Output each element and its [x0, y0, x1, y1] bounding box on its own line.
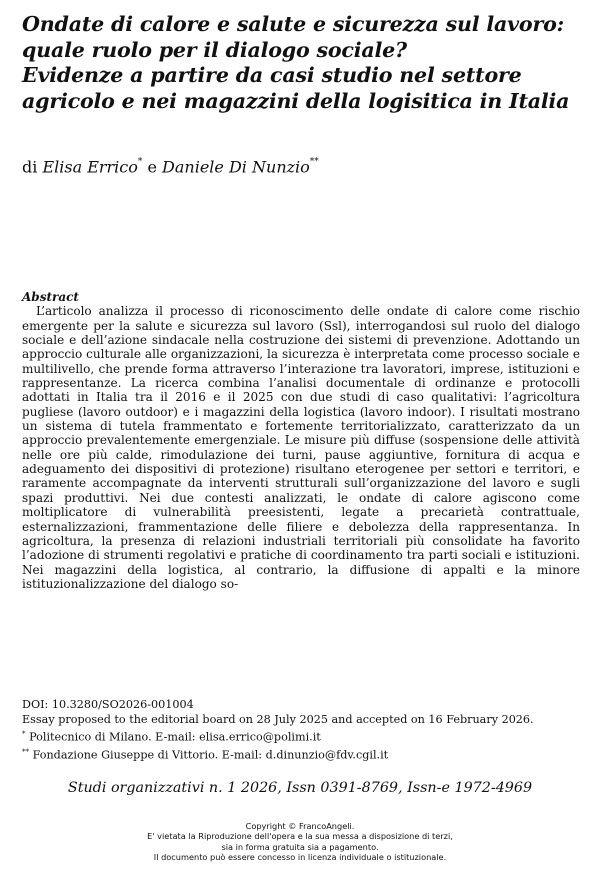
copyright-line: E' vietata la Riproduzione dell'opera e la sua messa a disposizione di terzi,: [147, 831, 453, 842]
paper-title: [22, 12, 587, 114]
author-byline: [22, 153, 319, 178]
title-line: Evidenze a partire da casi studio nel settore: [22, 63, 522, 87]
byline-prefix: di: [22, 157, 38, 177]
footnote-text: Politecnico di Milano. E-mail: elisa.errico@polimi.it: [29, 730, 321, 744]
copyright-line: sia in forma gratuita sia a pagamento.: [221, 841, 379, 852]
footnotes: [22, 697, 587, 763]
title-line: agricolo e nei magazzini della logisitica in Italia: [22, 88, 570, 113]
footnote-text: Fondazione Giuseppe di Vittorio. E-mail: d.dinunzio@fdv.cgil.it: [32, 748, 389, 762]
essay-dates-line: Essay proposed to the editorial board on 28 July 2025 and accepted on 16 February 2026.: [22, 713, 534, 727]
abstract-section: [22, 290, 580, 591]
abstract-text: L’articolo analizza il processo di riconoscimento delle ondate di calore come rischio emergente per la salute e sicurezza sul lavoro (Ssl), interrogandosi sul ruolo del dialogo sociale e dell’azione sindacale nella costruzione dei sistemi di prevenzione. Adottando un approccio culturale alle organizzazioni, la sicurezza è interpretata come processo sociale e multilivello, che prende forma attraverso l’interazione tra lavoratori, imprese, istituzioni e rappresentanze. La ricerca combina l’analisi documentale di ordinanze e protocolli adottati in Italia tra il 2016 e il 2025 con due studi di caso qualitativi: l’agricoltura pugliese (lavoro outdoor) e i magazzini della logistica (lavoro indoor). I risultati mostrano un sistema di tutela frammentato e fortemente territorializzato, caratterizzato da un approccio prevalentemente emergenziale. Le misure più diffuse (sospensione delle attività nelle ore più calde, rimodulazione dei turni, pause aggiuntive, fornitura di acqua e adeguamento dei dispositivi di protezione) risultano eterogenee per settori e territori, e raramente accompagnate da interventi strutturali sull’organizzazione del lavoro e sugli spazi produttivi. Nei due contesti analizzati, le ondate di calore agiscono come moltiplicatore di vulnerabilità preesistenti, legate a precarietà contrattuale, esternalizzazioni, frammentazione delle filiere e debolezza della rappresentanza. In agricoltura, la presenza di relazioni industriali territoriali più consolidate ha favorito l’adozione di strumenti regolativi e pratiche di coordinamento tra parti sociali e istituzioni. Nei magazzini della logistica, al contrario, la diffusione di appalti e la minore istituzionalizzazione del dialogo so-: [22, 304, 580, 591]
title-line: Ondate di calore e salute e sicurezza sul lavoro:: [22, 12, 565, 36]
author-footnote-mark: **: [309, 157, 319, 167]
footnote-affiliation-2: [22, 745, 587, 763]
author-footnote-mark: *: [137, 157, 143, 167]
copyright-line: Il documento può essere concesso in licenza individuale o istituzionale.: [153, 851, 447, 862]
journal-citation: Studi organizzativi n. 1 2026, Issn 0391-8769, Issn-e 1972-4969: [67, 780, 533, 796]
author-name: Elisa Errico: [42, 157, 138, 177]
copyright-notice: [0, 821, 600, 862]
footnote-affiliation-1: [22, 727, 587, 745]
title-line: quale ruolo per il dialogo sociale?: [22, 37, 407, 62]
footnote-mark: **: [22, 748, 29, 757]
abstract-heading: Abstract: [22, 290, 79, 304]
footnote-mark: *: [22, 730, 26, 739]
copyright-line: Copyright © FrancoAngeli.: [245, 821, 355, 831]
byline-conjunction: e: [147, 157, 157, 177]
author-name: Daniele Di Nunzio: [162, 157, 310, 177]
doi-line: DOI: 10.3280/SO2026-001004: [22, 698, 194, 711]
